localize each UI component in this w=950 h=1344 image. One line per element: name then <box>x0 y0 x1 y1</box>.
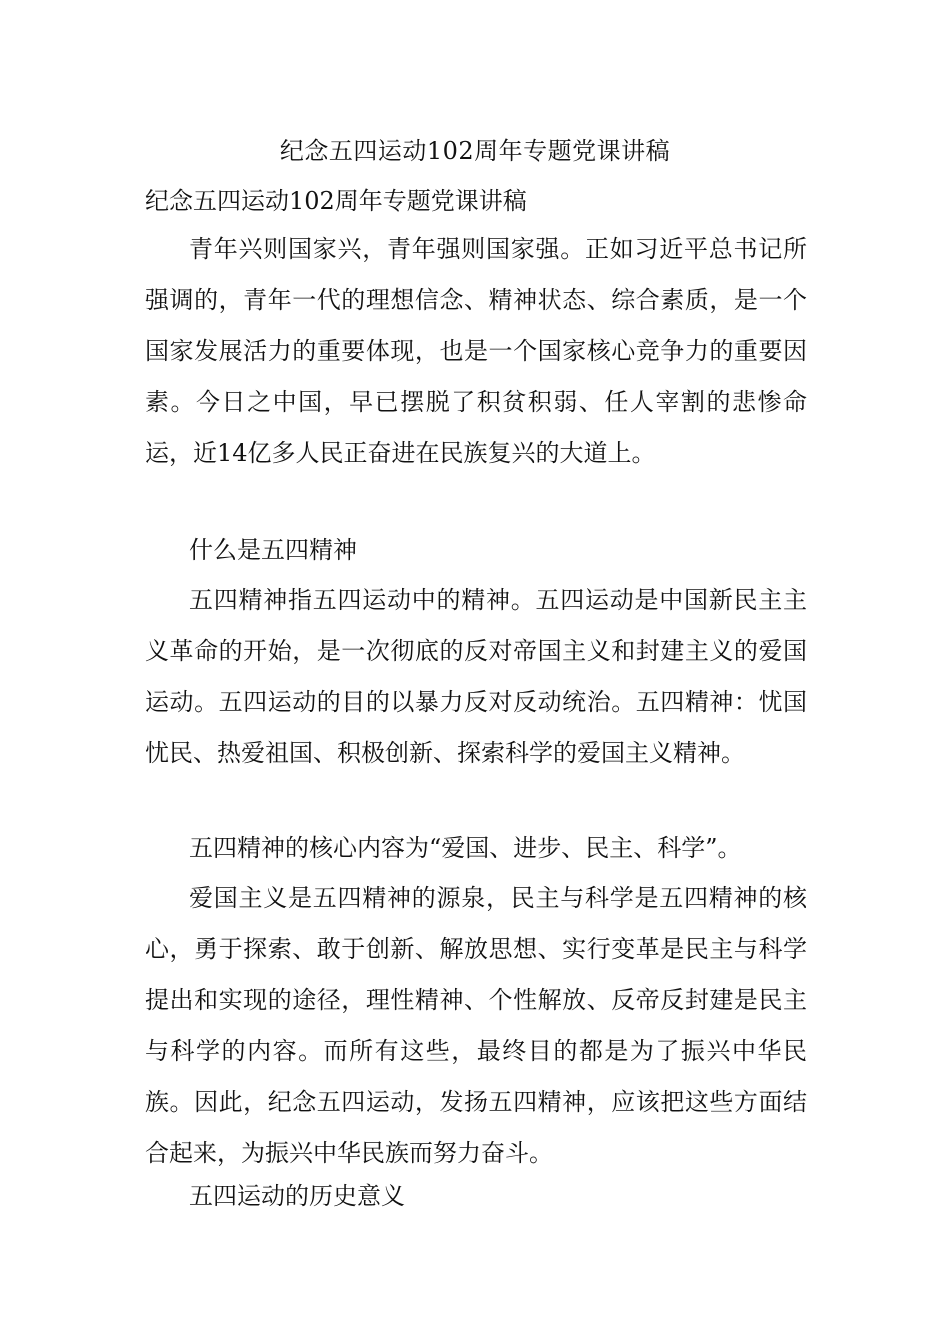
document-title: 纪念五四运动102周年专题党课讲稿 <box>279 137 671 165</box>
section-heading-what-is-may-fourth-spirit: 什么是五四精神 <box>189 536 357 564</box>
paragraph-core-content: 五四精神的核心内容为“爱国、进步、民主、科学”。 <box>189 834 742 862</box>
paragraph-patriotism-source: 爱国主义是五四精神的源泉，民主与科学是五四精神的核心，勇于探索、敢于创新、解放思想、实行变革是民主与科学提出和实现的途径，理性精神、个性解放、反帝反封建是民主与科学的内容。而所有这些，最终目的都是为了振兴中华民族。因此，纪念五四运动，发扬五四精神，应该把这些方面结合起来，为振兴中华民族而努力奋斗。 <box>145 884 807 1167</box>
document-subtitle: 纪念五四运动102周年专题党课讲稿 <box>145 187 527 215</box>
paragraph-spirit-definition: 五四精神指五四运动中的精神。五四运动是中国新民主主义革命的开始，是一次彻底的反对帝国主义和封建主义的爱国运动。五四运动的目的以暴力反对反动统治。五四精神：忧国忧民、热爱祖国、积极创新、探索科学的爱国主义精神。 <box>145 586 807 767</box>
paragraph-intro: 青年兴则国家兴，青年强则国家强。正如习近平总书记所强调的，青年一代的理想信念、精神状态、综合素质，是一个国家发展活力的重要体现，也是一个国家核心竞争力的重要因素。今日之中国，早已摆脱了积贫积弱、任人宰割的悲惨命运，近14亿多人民正奋进在民族复兴的大道上。 <box>145 235 807 467</box>
section-heading-historical-significance: 五四运动的历史意义 <box>189 1182 405 1210</box>
